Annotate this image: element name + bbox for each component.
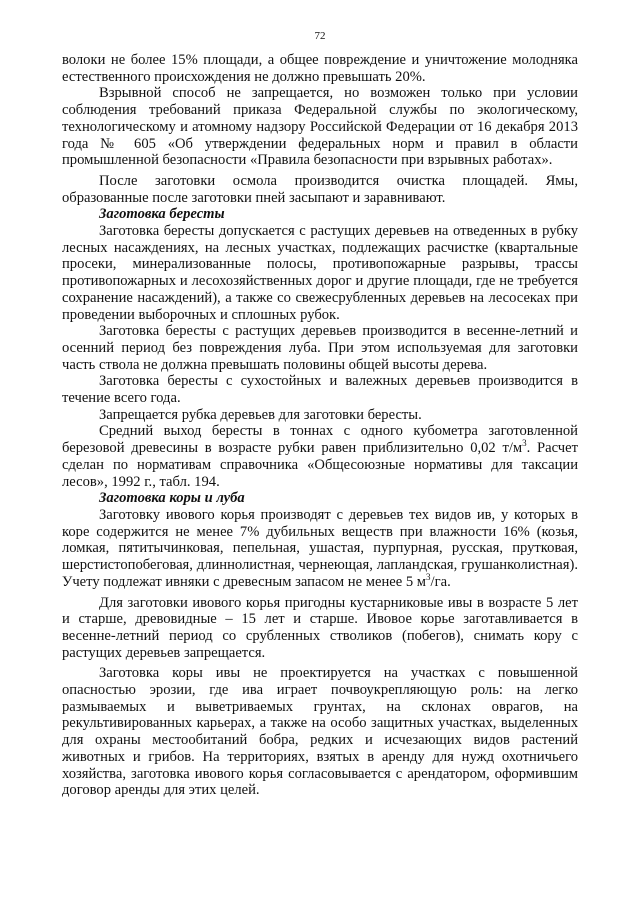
section-heading-birch-bark: Заготовка бересты: [99, 206, 225, 223]
paragraph: [62, 423, 578, 490]
paragraph: После заготовки осмола производится очистка площадей. Ямы, образованные после заготовки пней засыпают и заравнивают.: [62, 172, 578, 206]
paragraph: волоки не более 15% площади, а общее повреждение и уничтожение молодняка естественного происхождения не должно превышать 20%.: [62, 52, 578, 85]
paragraph: Заготовка бересты с растущих деревьев производится в весенне-летний и осенний период без повреждения луба. При этом используемая для заготовки часть ствола не должна превышать половины общей высоты дерева.: [62, 323, 578, 373]
paragraph-text: . Расчет сделан по нормативам справочника «Общесоюзные нормативы для таксации лесов», 1992 г., табл. 194.: [62, 440, 578, 490]
paragraph-text: /га.: [430, 573, 451, 590]
paragraph-text: Средний выход бересты в тоннах с одного кубометра заготовленной березовой древесины в возрасте рубки равен приблизительно 0,02 т/м: [62, 423, 578, 457]
paragraph-text: Заготовку ивового корья производят с деревьев тех видов ив, у которых в коре содержится не менее 7% дубильных веществ при влажности 16% (козья, ломкая, пятитычинковая, пепельная, ушастая, пурпурная, русская, прутковая, шерстистопобеговая, длиннолистная, чернеющая, лапландская, грушанколистная). Учету подлежат ивняки с древесным запасом не менее 5 м: [62, 506, 578, 590]
paragraph: Заготовка бересты допускается с растущих деревьев на отведенных в рубку лесных насаждениях, на лесных участках, подлежащих расчистке (квартальные просеки, минерализованные полосы, противопожарные разрывы, трассы противопожарных и лесохозяйственных дорог и другие площади, где не требуется сохранение насаждений), а также со свежесрубленных деревьев на лесосеках при проведении выборочных и сплошных рубок.: [62, 223, 578, 323]
superscript: 3: [426, 571, 431, 582]
document-body: [62, 52, 578, 799]
superscript: 3: [522, 438, 527, 449]
page-number: 72: [314, 30, 326, 42]
paragraph: Заготовка бересты с сухостойных и валежных деревьев производится в течение всего года.: [62, 373, 578, 407]
paragraph: Для заготовки ивового корья пригодны кустарниковые ивы в возрасте 5 лет и старше, древовидные – 15 лет и старше. Ивовое корье заготавливается в весенне-летний период со срубленных стволиков (побегов), снимать кору с растущих деревьев запрещается.: [62, 594, 578, 661]
paragraph: Взрывной способ не запрещается, но возможен только при условии соблюдения требований приказа Федеральной службы по экологическому, технологическому и атомному надзору Российской Федерации от 16 декабря 2013 года № 605 «Об утверждении федеральных норм и правил в области промышленной безопасности «Правила безопасности при взрывных работах».: [62, 85, 578, 169]
paragraph: Заготовка коры ивы не проектируется на участках с повышенной опасностью эрозии, где ива играет почвоукрепляющую роль: на легко размываемых и выветриваемых грунтах, на склонах оврагов, на рекультивированных карьерах, а также на особо защитных участках, выделенных для охраны местообитаний бобра, редких и исчезающих видов растений животных и грибов. На территориях, взятых в аренду для нужд охотничьего хозяйства, заготовка ивового корья согласовывается с арендатором, оформившим договор аренды для этих целей.: [62, 665, 578, 799]
section-heading-bark-bast: Заготовка коры и луба: [99, 490, 245, 507]
paragraph: Запрещается рубка деревьев для заготовки бересты.: [99, 406, 422, 423]
paragraph: [62, 507, 578, 591]
